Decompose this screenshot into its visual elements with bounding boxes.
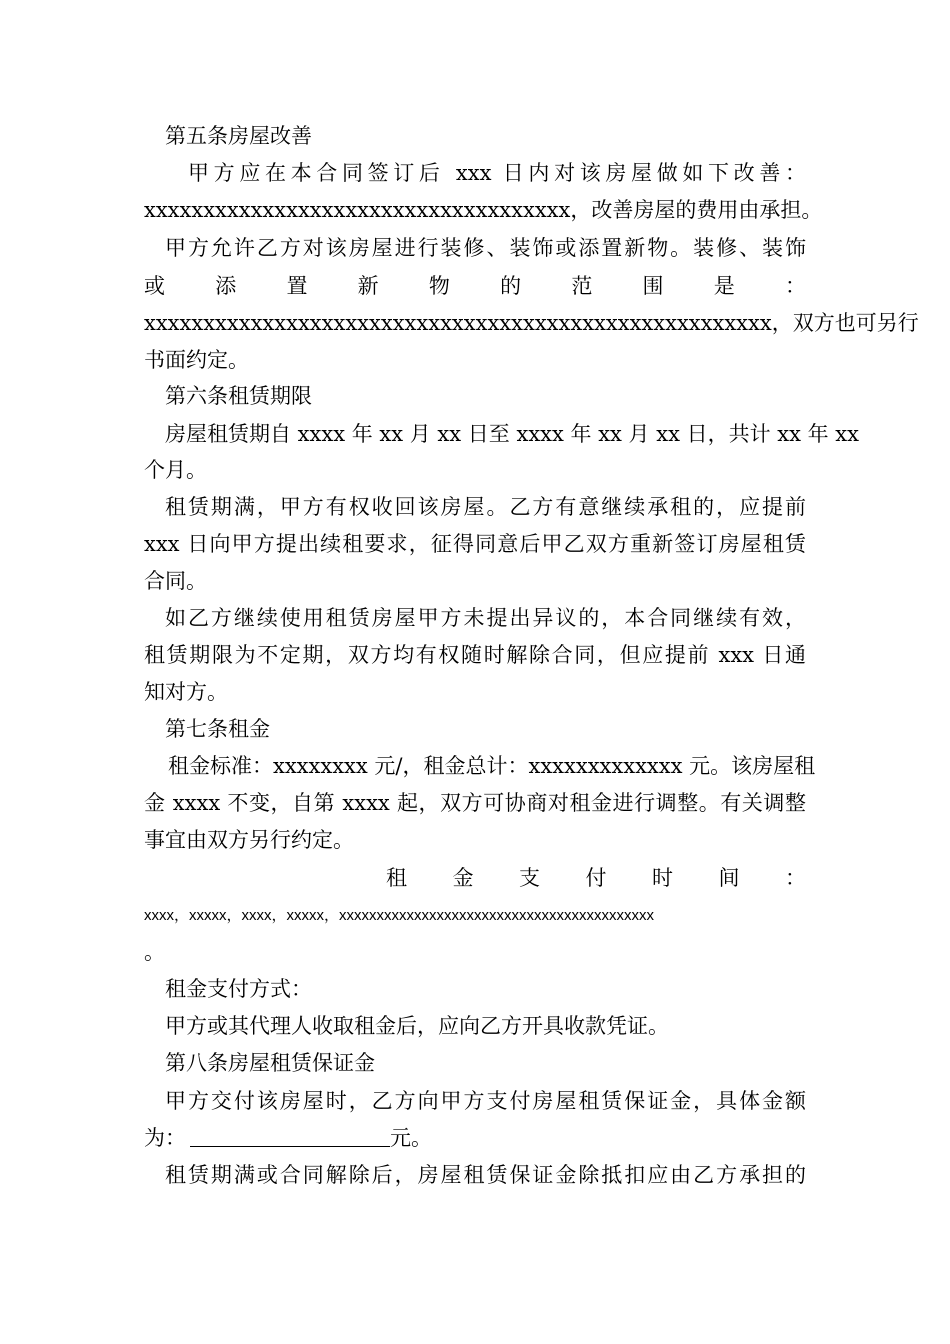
heading-article-7: 第七条租金	[165, 717, 270, 741]
paragraph-line	[144, 1124, 806, 1152]
paragraph-line: 书面约定。	[144, 348, 249, 372]
paragraph-line: 租金标准：xxxxxxxx 元/，租金总计：xxxxxxxxxxxxx 元。该房屋租	[168, 754, 816, 778]
paragraph-line: 如乙方继续使用租赁房屋甲方未提出异议的，本合同继续有效，	[165, 606, 806, 630]
paragraph-line: 租赁期满或合同解除后，房屋租赁保证金除抵扣应由乙方承担的	[165, 1163, 806, 1187]
paragraph-line: 金 xxxx 不变，自第 xxxx 起，双方可协商对租金进行调整。有关调整	[144, 791, 806, 815]
blank-underline	[190, 1126, 390, 1147]
paragraph-line-end: 元。	[390, 1126, 432, 1150]
paragraph-line: 或添置新物的范围是：	[144, 274, 806, 298]
paragraph-line: 。	[144, 940, 165, 964]
heading-article-5: 第五条房屋改善	[165, 124, 312, 148]
paragraph-line: 房屋租赁期自 xxxx 年 xx 月 xx 日至 xxxx 年 xx 月 xx 日，共计 xx 年 xx	[165, 422, 859, 446]
paragraph-line-start: 为：	[144, 1126, 186, 1150]
paragraph-line: xxxxxxxxxxxxxxxxxxxxxxxxxxxxxxxxxxxxxxxxxxxxxxxxxxxxx，双方也可另行	[144, 311, 919, 335]
paragraph-line: 个月。	[144, 458, 207, 482]
paragraph-line: 租金支付时间：	[386, 866, 806, 890]
paragraph-line: xxxxxxxxxxxxxxxxxxxxxxxxxxxxxxxxxxxx，改善房屋的费用由承担。	[144, 198, 823, 222]
paragraph-line: 甲方或其代理人收取租金后，应向乙方开具收款凭证。	[165, 1014, 669, 1038]
paragraph-line: 甲方允许乙方对该房屋进行装修、装饰或添置新物。装修、装饰	[165, 236, 806, 260]
paragraph-line: 知对方。	[144, 680, 228, 704]
paragraph-line: 租赁期限为不定期，双方均有权随时解除合同，但应提前 xxx 日通	[144, 643, 806, 667]
paragraph-line: xxxx，xxxxx，xxxx，xxxxx，xxxxxxxxxxxxxxxxxxxxxxxxxxxxxxxxxxxxxxxxxx	[144, 907, 655, 924]
paragraph-line: 事宜由双方另行约定。	[144, 828, 354, 852]
paragraph-line: 合同。	[144, 569, 207, 593]
paragraph-line: 甲方交付该房屋时，乙方向甲方支付房屋租赁保证金，具体金额	[165, 1089, 806, 1113]
paragraph-line: xxx 日向甲方提出续租要求，征得同意后甲乙双方重新签订房屋租赁	[144, 532, 806, 556]
paragraph-line: 租金支付方式：	[165, 977, 312, 1001]
heading-article-6: 第六条租赁期限	[165, 384, 312, 408]
heading-article-8: 第八条房屋租赁保证金	[165, 1051, 375, 1075]
paragraph-line: 甲方应在本合同签订后 xxx 日内对该房屋做如下改善：	[188, 161, 806, 185]
paragraph-line: 租赁期满，甲方有权收回该房屋。乙方有意继续承租的，应提前	[165, 495, 806, 519]
